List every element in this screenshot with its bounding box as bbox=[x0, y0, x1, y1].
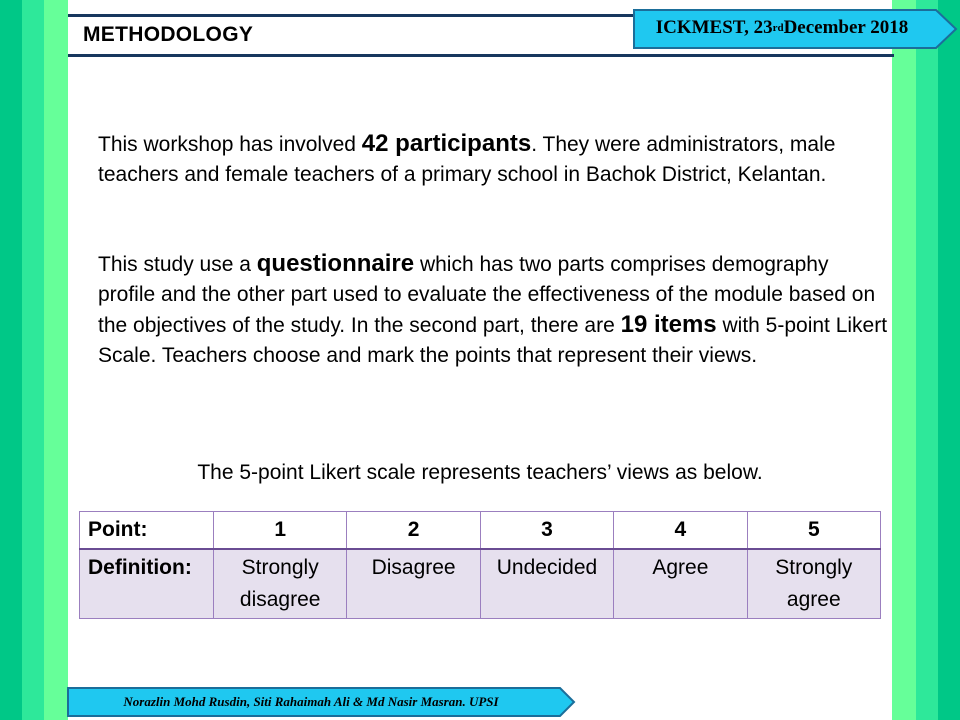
definition-5: Strongly agree bbox=[747, 549, 880, 619]
likert-caption: The 5-point Likert scale represents teachers’ views as below. bbox=[197, 461, 763, 484]
point-4: 4 bbox=[614, 512, 747, 550]
definition-4: Agree bbox=[614, 549, 747, 619]
questionnaire-paragraph bbox=[98, 249, 888, 371]
participants-highlight: 42 participants bbox=[361, 130, 532, 157]
footer-authors: Norazlin Mohd Rusdin, Siti Rahaimah Ali & Md Nasir Masran. UPSI bbox=[123, 694, 499, 709]
point-1: 1 bbox=[214, 512, 347, 550]
definition-row bbox=[80, 549, 881, 619]
p2-text-e: with 5-point Likert Scale. Teachers choose and mark the points that represent their views. bbox=[98, 314, 888, 367]
conference-month-year: December 2018 bbox=[783, 17, 909, 38]
definition-1: Strongly disagree bbox=[214, 549, 347, 619]
section-title: METHODOLOGY bbox=[83, 23, 254, 46]
point-label: Point: bbox=[80, 512, 214, 550]
questionnaire-highlight: questionnaire bbox=[256, 250, 415, 277]
left-stripe-middle bbox=[22, 0, 44, 720]
p1-text-c: . They were administrators, male teachers and female teachers of a primary school in Bachok District, Kelantan. bbox=[98, 133, 836, 186]
left-stripe-inner bbox=[44, 0, 68, 720]
point-row bbox=[80, 512, 881, 550]
definition-2: Disagree bbox=[347, 549, 480, 619]
p2-text-c: which has two parts comprises demography profile and the other part used to evaluate the effectiveness of the module based on the objectives of the study. In the second part, there are bbox=[98, 253, 876, 337]
items-highlight: 19 items bbox=[620, 311, 717, 338]
right-stripe-middle bbox=[916, 0, 938, 720]
point-2: 2 bbox=[347, 512, 480, 550]
participants-paragraph bbox=[98, 129, 888, 190]
point-5: 5 bbox=[747, 512, 880, 550]
header-rule-bottom bbox=[68, 54, 894, 57]
p2-text-a: This study use a bbox=[98, 253, 257, 276]
definition-3: Undecided bbox=[480, 549, 613, 619]
likert-scale-table bbox=[79, 511, 881, 619]
conference-date-suffix: rd bbox=[772, 22, 784, 34]
left-stripe-outer bbox=[0, 0, 22, 720]
conference-banner-text bbox=[632, 8, 932, 48]
right-stripe-inner bbox=[892, 0, 916, 720]
point-3: 3 bbox=[480, 512, 613, 550]
conference-name-date: ICKMEST, 23 bbox=[655, 17, 773, 38]
definition-label: Definition: bbox=[80, 549, 214, 619]
right-stripe-outer bbox=[938, 0, 960, 720]
p1-text-a: This workshop has involved bbox=[98, 133, 362, 156]
